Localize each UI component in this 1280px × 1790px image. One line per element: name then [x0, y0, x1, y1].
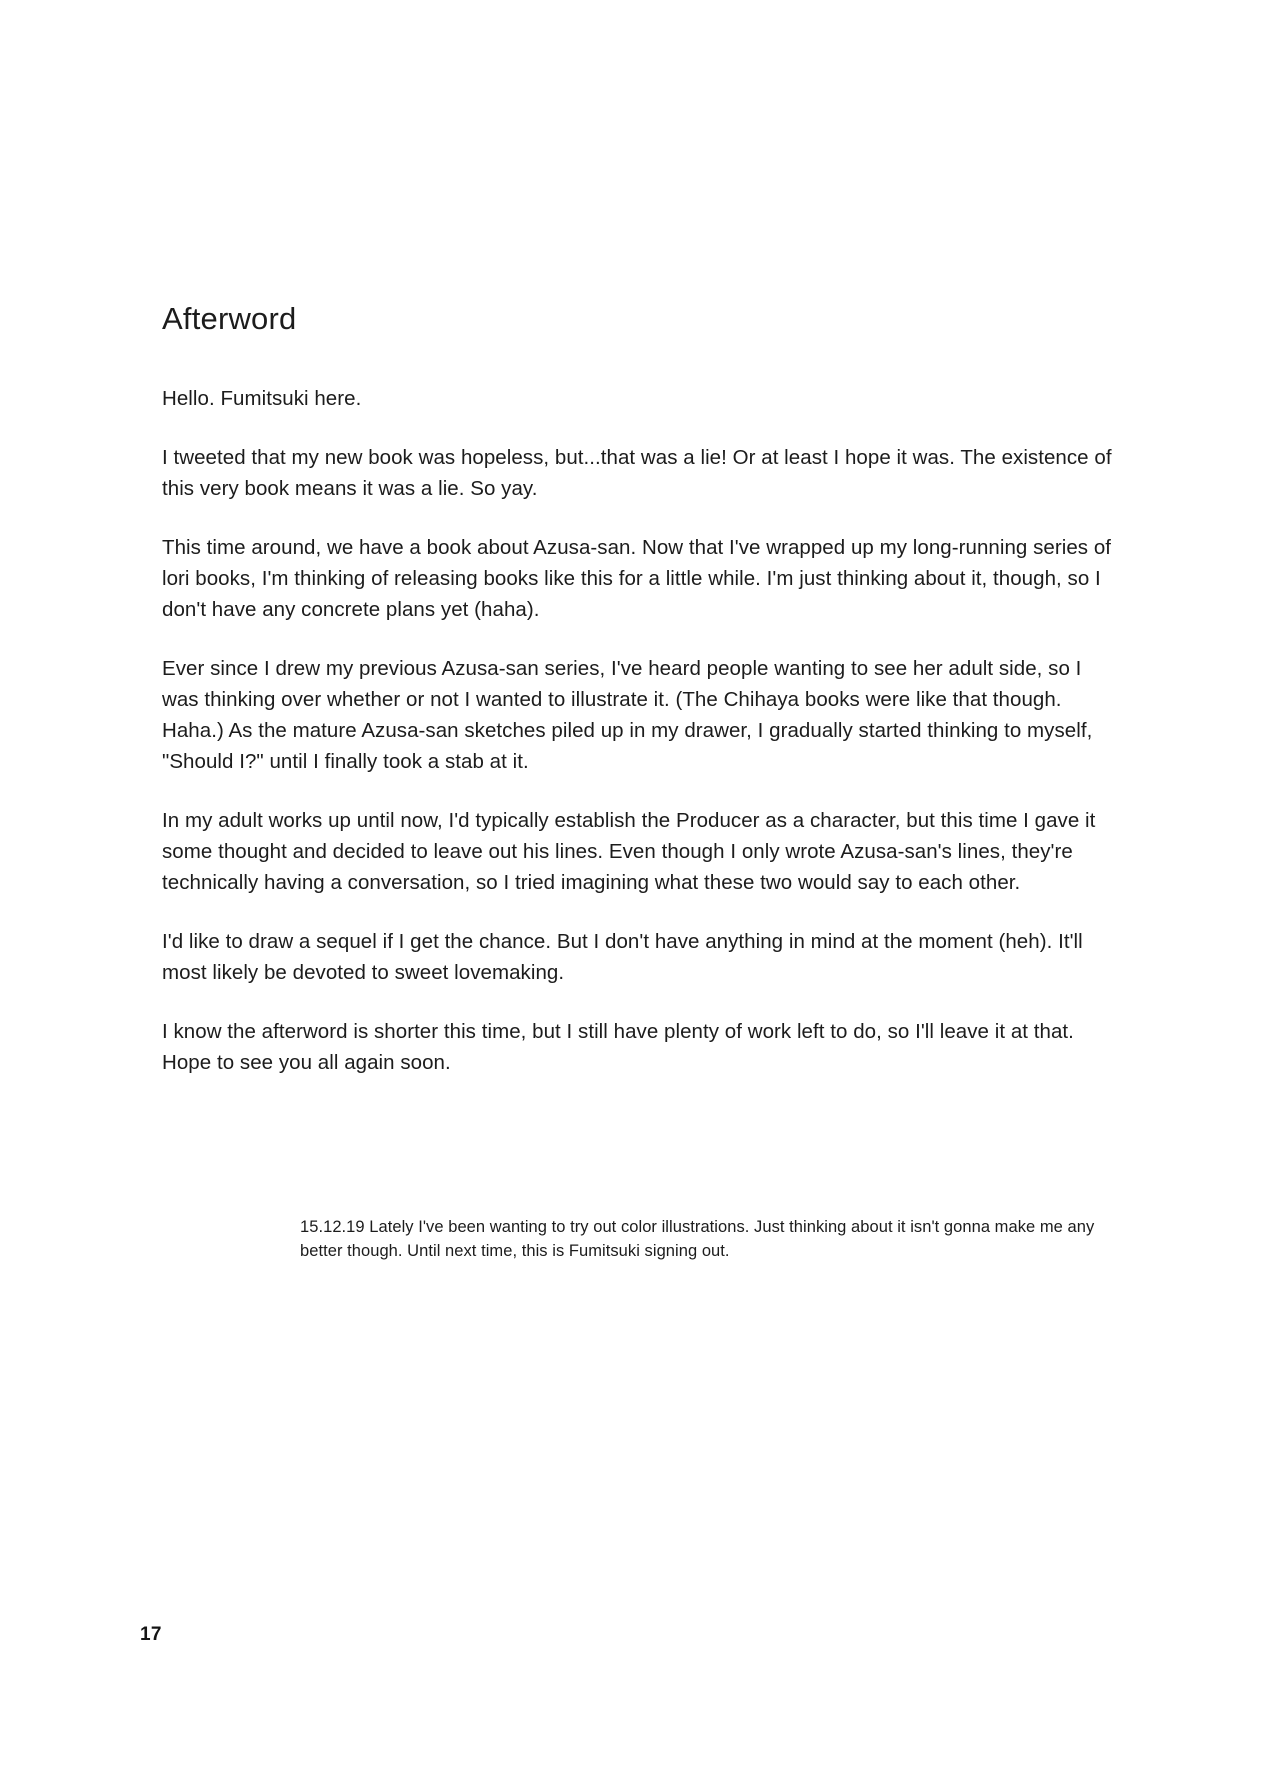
- body-paragraph: I tweeted that my new book was hopeless, but...that was a lie! Or at least I hope it was. The existence of this very book means it was a lie. So yay.: [162, 446, 1112, 501]
- footnote-block: [300, 1215, 1120, 1263]
- body-paragraph: I know the afterword is shorter this time, but I still have plenty of work left to do, so I'll leave it at that. Hope to see you all again soon.: [162, 1020, 1074, 1075]
- footnote-text: 15.12.19 Lately I've been wanting to try out color illustrations. Just thinking about it isn't gonna make me any better though. Until next time, this is Fumitsuki signing out.: [300, 1218, 1095, 1260]
- afterword-section: [162, 300, 1112, 1078]
- page-title: Afterword: [162, 301, 297, 336]
- body-paragraph: This time around, we have a book about Azusa-san. Now that I've wrapped up my long-running series of lori books, I'm thinking of releasing books like this for a little while. I'm just thinking about it, though, so I don't have any concrete plans yet (haha).: [162, 536, 1112, 622]
- body-paragraph: I'd like to draw a sequel if I get the chance. But I don't have anything in mind at the moment (heh). It'll most likely be devoted to sweet lovemaking.: [162, 930, 1083, 985]
- page-number: 17: [140, 1624, 162, 1645]
- body-paragraph: In my adult works up until now, I'd typically establish the Producer as a character, but this time I gave it some thought and decided to leave out his lines. Even though I only wrote Azusa-san's lines, they're technically having a conversation, so I tried imagining what these two would say to each other.: [162, 809, 1096, 895]
- body-paragraph: Ever since I drew my previous Azusa-san series, I've heard people wanting to see her adult side, so I was thinking over whether or not I wanted to illustrate it. (The Chihaya books were like that though. Haha.) As the mature Azusa-san sketches piled up in my drawer, I gradually started thinking to myself, "Should I?" until I finally took a stab at it.: [162, 657, 1093, 774]
- body-paragraph: Hello. Fumitsuki here.: [162, 387, 362, 411]
